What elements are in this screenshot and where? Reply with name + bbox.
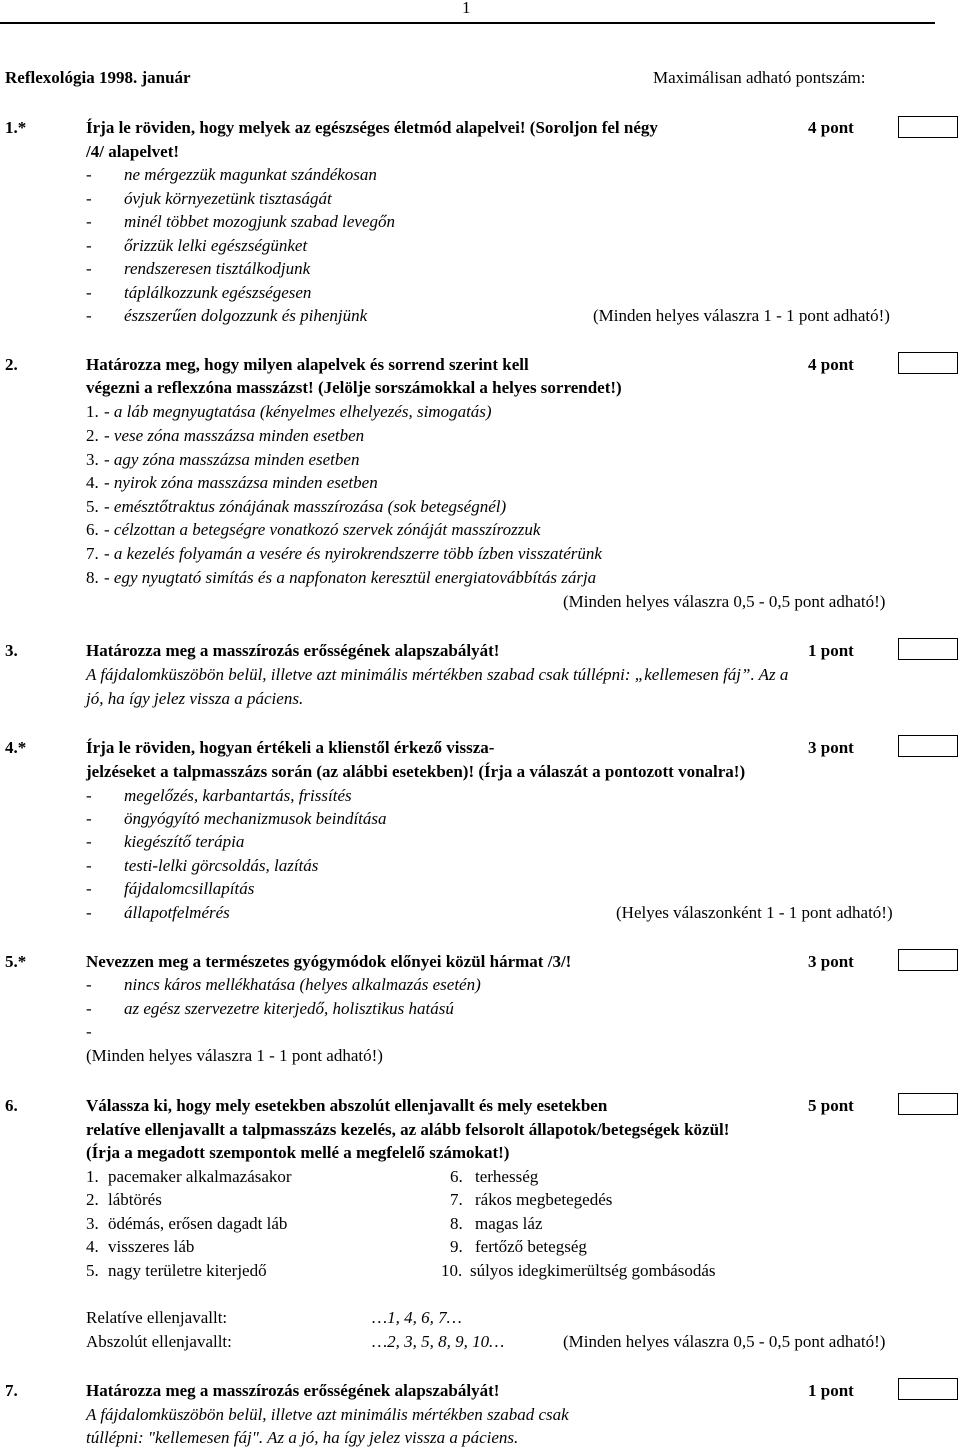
q1-answer: észszerűen dolgozzunk és pihenjünk xyxy=(124,306,368,325)
q6-scoring: (Minden helyes válaszra 0,5 - 0,5 pont adható!) xyxy=(563,1332,886,1351)
q2-item-text: - agy zóna masszázsa minden esetben xyxy=(104,450,360,469)
q2-item-text: - a láb megnyugtatása (kényelmes elhelyezés, simogatás) xyxy=(104,402,492,421)
q2-scoring: (Minden helyes válaszra 0,5 - 0,5 pont adható!) xyxy=(563,592,886,611)
q5-answer: nincs káros mellékhatása (helyes alkalmazás esetén) xyxy=(124,975,481,994)
q6-right-item: fertőző betegség xyxy=(475,1237,587,1256)
q2-item-text: - egy nyugtató simítás és a napfonaton keresztül energiatovábbítás zárja xyxy=(104,568,597,587)
q6-text-line1: Válassza ki, hogy mely esetekben abszolút ellenjavallt és mely esetekben xyxy=(86,1096,608,1115)
q6-score-box[interactable] xyxy=(898,1093,958,1115)
q7-answer-line1: A fájdalomküszöbön belül, illetve azt minimális mértékben szabad csak xyxy=(86,1405,569,1424)
q6-right-item: rákos megbetegedés xyxy=(475,1190,613,1209)
q6-left-item: lábtörés xyxy=(108,1190,162,1209)
q6-right-item: súlyos idegkimerültség gombásodás xyxy=(470,1261,716,1280)
q6-left-item: pacemaker alkalmazásakor xyxy=(108,1167,292,1186)
q6-left-number: 1. xyxy=(86,1167,99,1186)
q6-absolute-answer: …2, 3, 5, 8, 9, 10… xyxy=(372,1332,505,1351)
page-number: 1 xyxy=(462,0,471,17)
q6-right-number: 10. xyxy=(441,1261,463,1280)
q2-item-text: - nyirok zóna masszázsa minden esetben xyxy=(104,473,378,492)
q5-points: 3 pont xyxy=(808,952,854,971)
q4-answer: öngyógyító mechanizmusok beindítása xyxy=(124,809,387,828)
q2-item-number: 6. xyxy=(86,520,99,539)
q7-score-box[interactable] xyxy=(898,1378,958,1400)
max-points-label: Maximálisan adható pontszám: xyxy=(653,68,866,87)
q4-points: 3 pont xyxy=(808,738,854,757)
q2-item-text: - emésztőtraktus zónájának masszírozása (sok betegségnél) xyxy=(104,497,507,516)
q2-text-line1: Határozza meg, hogy milyen alapelvek és sorrend szerint kell xyxy=(86,355,529,374)
q6-relative-label: Relatíve ellenjavallt: xyxy=(86,1308,228,1327)
q1-score-box[interactable] xyxy=(898,116,958,138)
q2-item-number: 8. xyxy=(86,568,99,587)
q7-text: Határozza meg a masszírozás erősségének alapszabályát! xyxy=(86,1381,500,1400)
q6-number: 6. xyxy=(5,1096,18,1115)
q6-right-number: 8. xyxy=(450,1214,463,1233)
q6-left-item: ödémás, erősen dagadt láb xyxy=(108,1214,288,1233)
q7-number: 7. xyxy=(5,1381,18,1400)
q3-answer-line1: A fájdalomküszöbön belül, illetve azt minimális mértékben szabad csak túllépni: „kellemesen fáj”. Az a xyxy=(86,665,789,684)
q6-left-number: 5. xyxy=(86,1261,99,1280)
q6-points: 5 pont xyxy=(808,1096,854,1115)
q2-item-number: 4. xyxy=(86,473,99,492)
q6-right-number: 9. xyxy=(450,1237,463,1256)
q6-right-number: 6. xyxy=(450,1167,463,1186)
q5-score-box[interactable] xyxy=(898,949,958,971)
q1-answer: őrizzük lelki egészségünket xyxy=(124,236,308,255)
q4-text-line2: jelzéseket a talpmasszázs során (az alábbi esetekben)! (Írja a válaszát a pontozott vonalra!) xyxy=(86,762,746,781)
q6-left-number: 3. xyxy=(86,1214,99,1233)
q1-answer: rendszeresen tisztálkodjunk xyxy=(124,259,311,278)
q1-answer: minél többet mozogjunk szabad levegőn xyxy=(124,212,396,231)
q6-left-item: nagy területre kiterjedő xyxy=(108,1261,267,1280)
q6-right-number: 7. xyxy=(450,1190,463,1209)
q6-left-number: 2. xyxy=(86,1190,99,1209)
q5-answer: az egész szervezetre kiterjedő, holisztikus hatású xyxy=(124,999,454,1018)
q1-text-line1: Írja le röviden, hogy melyek az egészséges életmód alapelvei! (Soroljon fel négy xyxy=(86,118,658,137)
q2-item-number: 5. xyxy=(86,497,99,516)
q2-score-box[interactable] xyxy=(898,352,958,374)
q1-text-line2: /4/ alapelvet! xyxy=(86,142,180,161)
q2-item-number: 2. xyxy=(86,426,99,445)
q4-answer: kiegészítő terápia xyxy=(124,832,245,851)
q6-text-line3: (Írja a megadott szempontok mellé a megfelelő számokat!) xyxy=(86,1143,510,1162)
q4-answer: fájdalomcsillapítás xyxy=(124,879,255,898)
q2-item-number: 1. xyxy=(86,402,99,421)
q6-text-line2: relatíve ellenjavallt a talpmasszázs kezelés, az alább felsorolt állapotok/betegségek közül! xyxy=(86,1120,730,1139)
q1-answer: óvjuk környezetünk tisztaságát xyxy=(124,189,332,208)
q1-points: 4 pont xyxy=(808,118,854,137)
q2-text-line2: végezni a reflexzóna masszázst! (Jelölje sorszámokkal a helyes sorrendet!) xyxy=(86,378,622,397)
q6-absolute-label: Abszolút ellenjavallt: xyxy=(86,1332,232,1351)
q5-number: 5.* xyxy=(5,952,27,971)
q1-answer: táplálkozzunk egészségesen xyxy=(124,283,312,302)
q6-right-item: magas láz xyxy=(475,1214,543,1233)
q4-scoring: (Helyes válaszonként 1 - 1 pont adható!) xyxy=(616,903,893,922)
header-rule xyxy=(0,22,935,24)
q3-text: Határozza meg a masszírozás erősségének alapszabályát! xyxy=(86,641,500,660)
q4-number: 4.* xyxy=(5,738,27,757)
q6-right-item: terhesség xyxy=(475,1167,539,1186)
q7-points: 1 pont xyxy=(808,1381,854,1400)
q5-text: Nevezzen meg a természetes gyógymódok előnyei közül hármat /3/! xyxy=(86,952,572,971)
q4-answer: testi-lelki görcsoldás, lazítás xyxy=(124,856,319,875)
q2-item-number: 3. xyxy=(86,450,99,469)
q1-number: 1.* xyxy=(5,118,27,137)
q2-item-text: - vese zóna masszázsa minden esetben xyxy=(104,426,365,445)
q1-answer: ne mérgezzük magunkat szándékosan xyxy=(124,165,377,184)
q4-text-line1: Írja le röviden, hogyan értékeli a klienstől érkező vissza- xyxy=(86,738,495,757)
q4-answer: állapotfelmérés xyxy=(124,903,230,922)
q2-points: 4 pont xyxy=(808,355,854,374)
q7-answer-line2: túllépni: "kellemesen fáj". Az a jó, ha így jelez vissza a páciens. xyxy=(86,1428,519,1447)
q2-item-number: 7. xyxy=(86,544,99,563)
q6-relative-answer: …1, 4, 6, 7… xyxy=(372,1308,462,1327)
q3-score-box[interactable] xyxy=(898,638,958,660)
q3-answer-line2: jó, ha így jelez vissza a páciens. xyxy=(86,689,304,708)
q4-score-box[interactable] xyxy=(898,735,958,757)
q6-left-item: visszeres láb xyxy=(108,1237,195,1256)
exam-title: Reflexológia 1998. január xyxy=(5,68,191,87)
q3-points: 1 pont xyxy=(808,641,854,660)
q6-left-number: 4. xyxy=(86,1237,99,1256)
q1-scoring: (Minden helyes válaszra 1 - 1 pont adható!) xyxy=(593,306,890,325)
q4-answer: megelőzés, karbantartás, frissítés xyxy=(124,786,352,805)
q2-item-text: - célzottan a betegségre vonatkozó szervek zónáját masszírozzuk xyxy=(104,520,541,539)
q2-item-text: - a kezelés folyamán a vesére és nyirokrendszerre több ízben visszatérünk xyxy=(104,544,602,563)
q2-number: 2. xyxy=(5,355,18,374)
q5-scoring: (Minden helyes válaszra 1 - 1 pont adható!) xyxy=(86,1046,383,1065)
q3-number: 3. xyxy=(5,641,18,660)
